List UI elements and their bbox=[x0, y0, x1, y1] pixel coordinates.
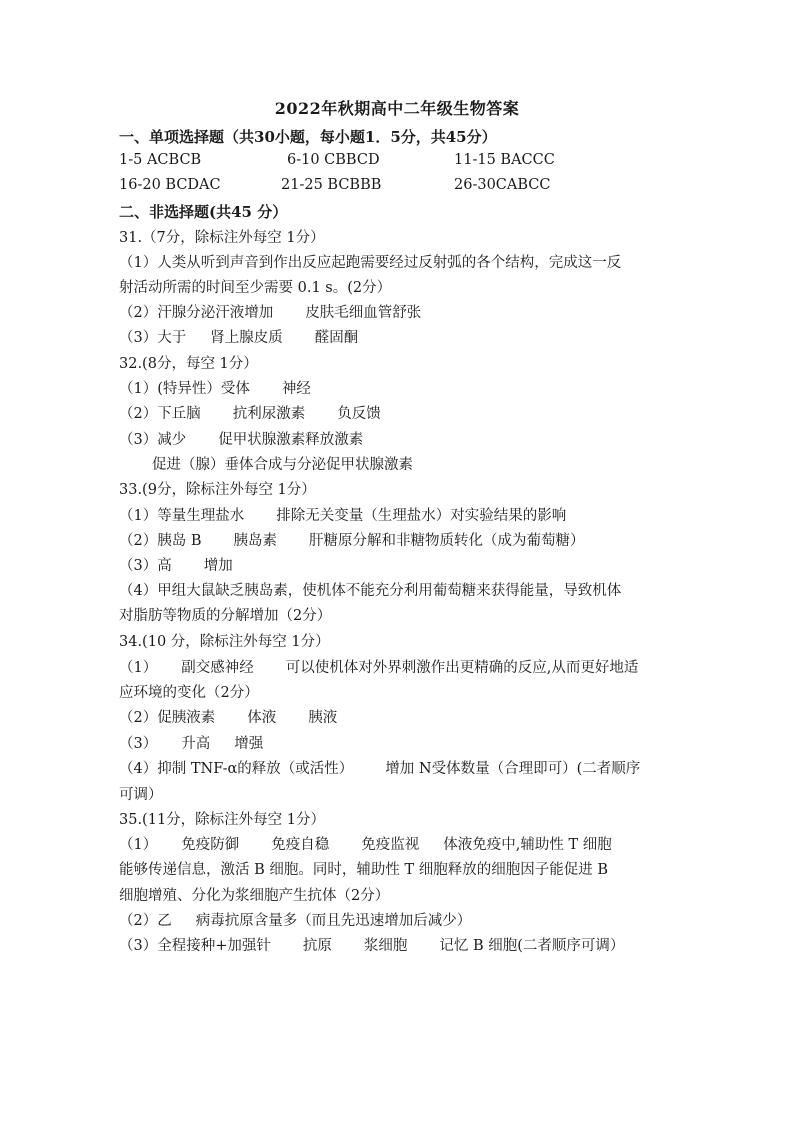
answer-blank: 胰岛素 bbox=[233, 533, 277, 549]
answer-blank: （1）(特异性）受体 bbox=[119, 381, 250, 397]
answer-blank: 增加 bbox=[203, 558, 233, 574]
q34-answer-2 bbox=[119, 706, 337, 727]
answer-blank: 抗原 bbox=[302, 938, 332, 954]
answer-blank: （2）汗腺分泌汗液增加 bbox=[119, 305, 274, 321]
answer-group: 6-10 CBBCD bbox=[287, 152, 380, 168]
q34-answer-1b: 应环境的变化（2分） bbox=[119, 685, 259, 701]
q35-answer-2 bbox=[119, 909, 471, 930]
q35-answer-1c: 细胞增殖、分化为浆细胞产生抗体（2分） bbox=[119, 888, 390, 904]
q32-answer-1 bbox=[119, 377, 311, 398]
q31-answer-1b: 射活动所需的时间至少需要 0.1 s。(2分） bbox=[119, 280, 392, 296]
answer-blank: 可以使机体对外界刺激作出更精确的反应,从而更好地适 bbox=[285, 660, 639, 676]
answer-blank: （2）乙 bbox=[119, 913, 172, 929]
q31-answer-2 bbox=[119, 301, 421, 322]
answer-blank: 记忆 B 细胞(二者顺序可调） bbox=[439, 938, 625, 954]
q31-answer-3 bbox=[119, 326, 358, 347]
q33-answer-2 bbox=[119, 529, 585, 550]
q34-answer-1a bbox=[119, 656, 638, 677]
answer-blank: （3） bbox=[119, 736, 158, 752]
answer-blank: 肾上腺皮质 bbox=[210, 330, 283, 346]
q34-answer-3 bbox=[119, 732, 263, 753]
q32-header: 32.(8分，每空 1分） bbox=[119, 356, 258, 372]
q35-answer-1a bbox=[119, 833, 612, 854]
q35-header: 35.(11分，除标注外每空 1分） bbox=[119, 812, 326, 828]
q35-answer-3 bbox=[119, 934, 624, 955]
answer-blank: （4）抑制 TNF-α的释放（或活性） bbox=[119, 761, 354, 777]
answer-blank: 升高 bbox=[181, 736, 211, 752]
answers-row-1 bbox=[0, 152, 794, 172]
answer-blank: （1） bbox=[119, 660, 158, 676]
answer-blank: 神经 bbox=[281, 381, 311, 397]
q32-answer-3b: 促进（腺）垂体合成与分泌促甲状腺激素 bbox=[152, 457, 413, 473]
q33-answer-4a: （4）甲组大鼠缺乏胰岛素，使机体不能充分利用葡萄糖来获得能量，导致机体 bbox=[119, 583, 622, 599]
answer-blank: 病毒抗原含量多（而且先迅速增加后减少） bbox=[195, 913, 472, 929]
answer-blank: 体液免疫中,辅助性 T 细胞 bbox=[443, 837, 612, 853]
q34-answer-4b: 可调） bbox=[119, 787, 163, 803]
q34-answer-4a bbox=[119, 757, 640, 778]
answer-blank: 负反馈 bbox=[337, 406, 381, 422]
answer-blank: （1）等量生理盐水 bbox=[119, 508, 245, 524]
answer-blank: （3）大于 bbox=[119, 330, 187, 346]
q31-answer-1a: （1）人类从听到声音到作出反应起跑需要经过反射弧的各个结构，完成这一反 bbox=[119, 255, 622, 271]
answer-blank: 副交感神经 bbox=[181, 660, 254, 676]
q33-answer-1 bbox=[119, 504, 566, 525]
answer-group: 16-20 BCDAC bbox=[119, 177, 221, 193]
section2-heading: 二、非选择题(共45 分） bbox=[119, 203, 288, 221]
q31-header: 31.（7分，除标注外每空 1分） bbox=[119, 230, 325, 246]
q35-answer-1b: 能够传递信息，激活 B 细胞。同时，辅助性 T 细胞释放的细胞因子能促进 B bbox=[119, 862, 609, 878]
answer-blank: 醛固酮 bbox=[314, 330, 359, 346]
answer-blank: 排除无关变量（生理盐水）对实验结果的影响 bbox=[276, 508, 567, 524]
answer-group: 26-30CABCC bbox=[454, 177, 551, 193]
answer-blank: 增加 N受体数量（合理即可）(二者顺序 bbox=[385, 761, 641, 777]
answer-blank: 皮肤毛细血管舒张 bbox=[305, 305, 422, 321]
section1-heading: 一、单项选择题（共30小题，每小题1．5分，共45分） bbox=[119, 128, 497, 146]
answer-blank: 抗利尿激素 bbox=[232, 406, 306, 422]
answer-blank: 免疫监视 bbox=[361, 837, 420, 853]
answer-group: 11-15 BACCC bbox=[454, 152, 555, 168]
answer-blank: （2）胰岛 B bbox=[119, 533, 202, 549]
q32-answer-2 bbox=[119, 402, 381, 423]
q33-answer-3 bbox=[119, 554, 233, 575]
q34-header: 34.(10 分，除标注外每空 1分） bbox=[119, 634, 330, 650]
answer-blank: （3）全程接种+加强针 bbox=[119, 938, 271, 954]
answer-blank: （3）高 bbox=[119, 558, 172, 574]
q32-answer-3 bbox=[119, 428, 363, 449]
answer-blank: 体液 bbox=[247, 710, 277, 726]
answer-blank: （2）下丘脑 bbox=[119, 406, 201, 422]
answer-blank: 促甲状腺激素释放激素 bbox=[218, 432, 364, 448]
answer-group: 1-5 ACBCB bbox=[119, 152, 202, 168]
answers-row-2 bbox=[0, 177, 794, 197]
answer-blank: 免疫防御 bbox=[181, 837, 240, 853]
answer-blank: 胰液 bbox=[308, 710, 338, 726]
q33-header: 33.(9分，除标注外每空 1分） bbox=[119, 482, 316, 498]
q33-answer-4b: 对脂肪等物质的分解增加（2分） bbox=[119, 608, 332, 624]
document-title: 2022年秋期高中二年级生物答案 bbox=[274, 99, 520, 118]
answer-blank: （2）促胰液素 bbox=[119, 710, 216, 726]
answer-group: 21-25 BCBBB bbox=[281, 177, 382, 193]
answer-blank: 浆细胞 bbox=[363, 938, 408, 954]
answer-blank: 增强 bbox=[234, 736, 264, 752]
answer-blank: 免疫自稳 bbox=[271, 837, 330, 853]
answer-blank: （1） bbox=[119, 837, 158, 853]
answer-blank: （3）减少 bbox=[119, 432, 187, 448]
answer-blank: 肝糖原分解和非糖物质转化（成为葡萄糖） bbox=[309, 533, 585, 549]
